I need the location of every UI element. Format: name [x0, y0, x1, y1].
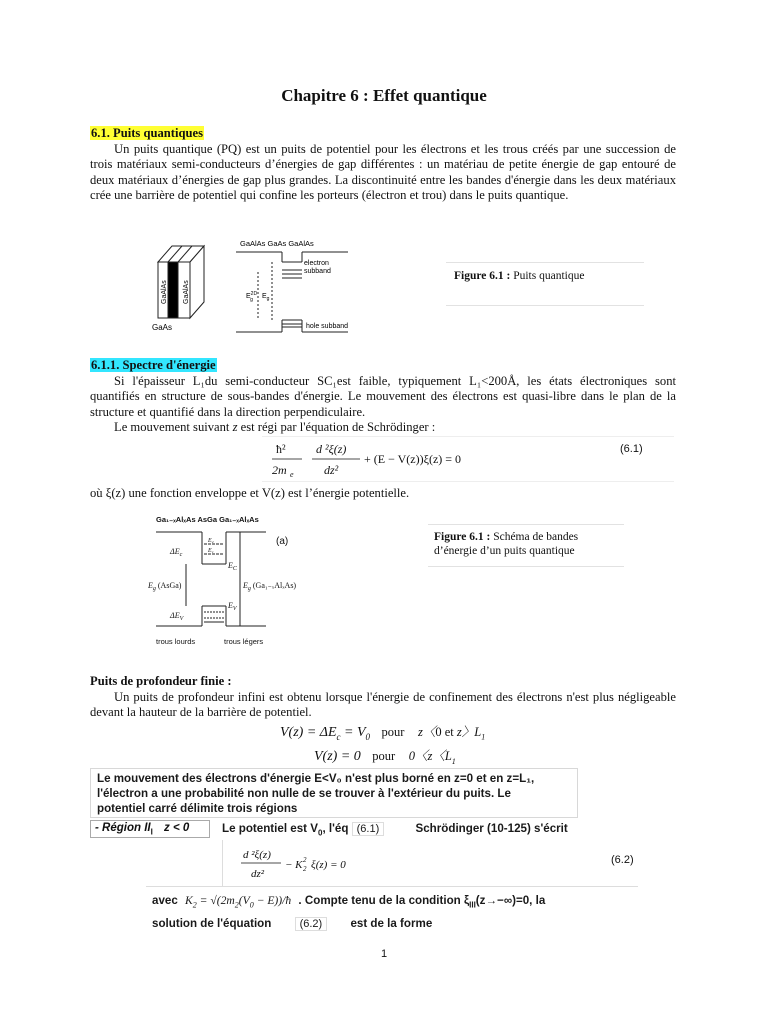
paragraph: Le mouvement suivant z est régi par l'équation de Schrödinger :: [114, 420, 436, 435]
svg-text:e: e: [290, 470, 294, 479]
eg-right-label: $E_g$ (Ga₁₋ₓAlₓAs): [243, 581, 297, 592]
svg-text:dz²: dz²: [251, 868, 265, 880]
svg-text:+ (E − V(z))ξ(z) = 0: + (E − V(z))ξ(z) = 0: [364, 452, 462, 466]
section-heading: 6.1. Puits quantiques: [91, 126, 203, 140]
svg-text:2m: 2m: [272, 463, 287, 477]
equation-graphic: [237, 840, 377, 886]
ev-label: $E_V$: [228, 601, 237, 612]
equation-tag: (6.2): [295, 917, 328, 931]
e1-label: E₁: [208, 548, 214, 554]
section-puits-quantiques: [90, 126, 676, 204]
equation-6-2: [222, 840, 637, 886]
equation-schrodinger: [262, 436, 674, 482]
band-energy-diagram: [148, 508, 328, 656]
heavy-holes-label: trous lourds: [156, 637, 196, 646]
caption-label: Figure 6.1 :: [454, 270, 511, 282]
equation-number: (6.1): [620, 443, 643, 455]
delta-ec-label: $\Delta E_c$: [170, 547, 183, 558]
page-number: 1: [380, 948, 388, 960]
scanned-excerpt: [90, 768, 578, 818]
svg-text:− K: − K: [285, 859, 303, 871]
light-holes-label: trous légers: [224, 637, 264, 646]
scan-line: l'électron a une probabilité non nulle de se trouver à l'extérieur du puits. Le: [97, 787, 511, 800]
page-title: Chapitre 6 : Effet quantique: [281, 86, 487, 105]
equation-tag: (6.1): [352, 822, 385, 836]
equation-potential-2: V(z) = 0 pour 0〈z〈$L_1$: [314, 749, 456, 766]
paragraph: Un puits quantique (PQ) est un puits de potentiel pour les électrons et les trous créés par une succession de trois matériaux semi-conducteurs d’énergies de gap différentes : un matériau de petite énergie de gap entouré de deux matériaux d’énergies de gap plus grandes. La discontinuité entre les bandes d'énergie dans les deux matériaux crée une barrière de potentiel qui confine les porteurs (électron et trou) dans le puits quantique.: [90, 141, 676, 203]
ec-label: $E_C$: [228, 561, 237, 572]
e2-label: E₂: [208, 538, 214, 544]
caption-text: Schéma de bandes d’énergie d’un puits quantique: [434, 531, 579, 557]
figure-caption: [428, 524, 624, 567]
equation-potential-1: $V(z) = \Delta E_c = V_0$ pour z〈0 et z〉$L_1$: [280, 725, 486, 742]
svg-text:d ²ξ(z): d ²ξ(z): [316, 442, 347, 456]
svg-text:dz²: dz²: [324, 463, 339, 477]
paragraph: Si l'épaisseur L₁du semi-conducteur SC₁est faible, typiquement L₁<200Å, les états électroniques sont quantifiés en structure de sous-bandes d'énergie. Le mouvement des électrons est quasi-libre dans le plan de la structure et quantifié dans la direction perpendiculaire.: [90, 373, 676, 419]
section-heading: 6.1.1. Spectre d'énergie: [91, 358, 216, 372]
region-text: Le potentiel est $V_0$, l'éq (6.1) Schrödinger (10-125) s'écrit: [222, 822, 568, 838]
caption-label: Figure 6.1 :: [434, 531, 491, 543]
svg-text:d ²ξ(z): d ²ξ(z): [243, 849, 271, 861]
material-labels: GaAlAs GaAs GaAlAs: [240, 239, 314, 248]
paragraph: Un puits de profondeur infini est obtenu lorsque l'énergie de confinement des électrons n'est plus négligeable devant la hauteur de la barrière de potentiel.: [90, 689, 676, 720]
scan-line: potentiel carré délimite trois régions: [97, 802, 298, 815]
figure-bandes-energie: [148, 508, 328, 656]
paragraph-fonction-enveloppe: où ξ(z) une fonction enveloppe et V(z) est l’énergie potentielle.: [90, 486, 410, 500]
equation-graphic: [268, 437, 498, 481]
svg-text:2: 2: [303, 865, 307, 873]
layer2-label: GaAlAs: [183, 280, 190, 304]
e2d-label: $E^{2D}$ g: [246, 291, 258, 303]
quantum-well-diagram: [148, 232, 378, 342]
figure-caption: [446, 262, 644, 306]
svg-text:2: 2: [303, 856, 307, 864]
hole-label: hole subband: [306, 323, 349, 330]
panel-label: (a): [276, 536, 289, 547]
delta-ev-label: $\Delta E_V$: [170, 611, 184, 622]
section-puits-profondeur-finie: [90, 674, 676, 721]
caption-text: Puits quantique: [513, 270, 585, 282]
figure-puits-quantique: [148, 232, 378, 342]
scan-avec: avec $K_2 = √(2m_2(V_0$ − E))/ħ . Compte tenu de la condition $\xi_{III}(z\to-\infty)=0$, la solution de l'équation (6.2) est de la forme: [146, 886, 638, 932]
base-label: GaAs: [152, 323, 173, 332]
region-box: - Région $II_I$ z < 0: [90, 820, 210, 838]
eg-left-label: $E_g$ (AsGa): [148, 581, 182, 592]
material-labels: Ga₁₋ₓAlₓAs AsGa Ga₁₋ₓAlₓAs: [156, 515, 259, 524]
subband-label: subband: [304, 268, 331, 275]
svg-text:ħ²: ħ²: [276, 442, 286, 456]
electron-label: electron: [304, 260, 329, 267]
equation-number: (6.2): [611, 854, 634, 866]
scan-line: Le mouvement des électrons d'énergie E<V₀ n'est plus borné en z=0 et en z=L₁,: [97, 772, 535, 785]
section-heading: Puits de profondeur finie :: [90, 674, 232, 688]
layer1-label: GaAlAs: [161, 280, 168, 304]
eg-label: $E_g$: [262, 293, 270, 302]
svg-text:ξ(z) = 0: ξ(z) = 0: [311, 859, 346, 871]
section-spectre-energie: [90, 358, 676, 436]
